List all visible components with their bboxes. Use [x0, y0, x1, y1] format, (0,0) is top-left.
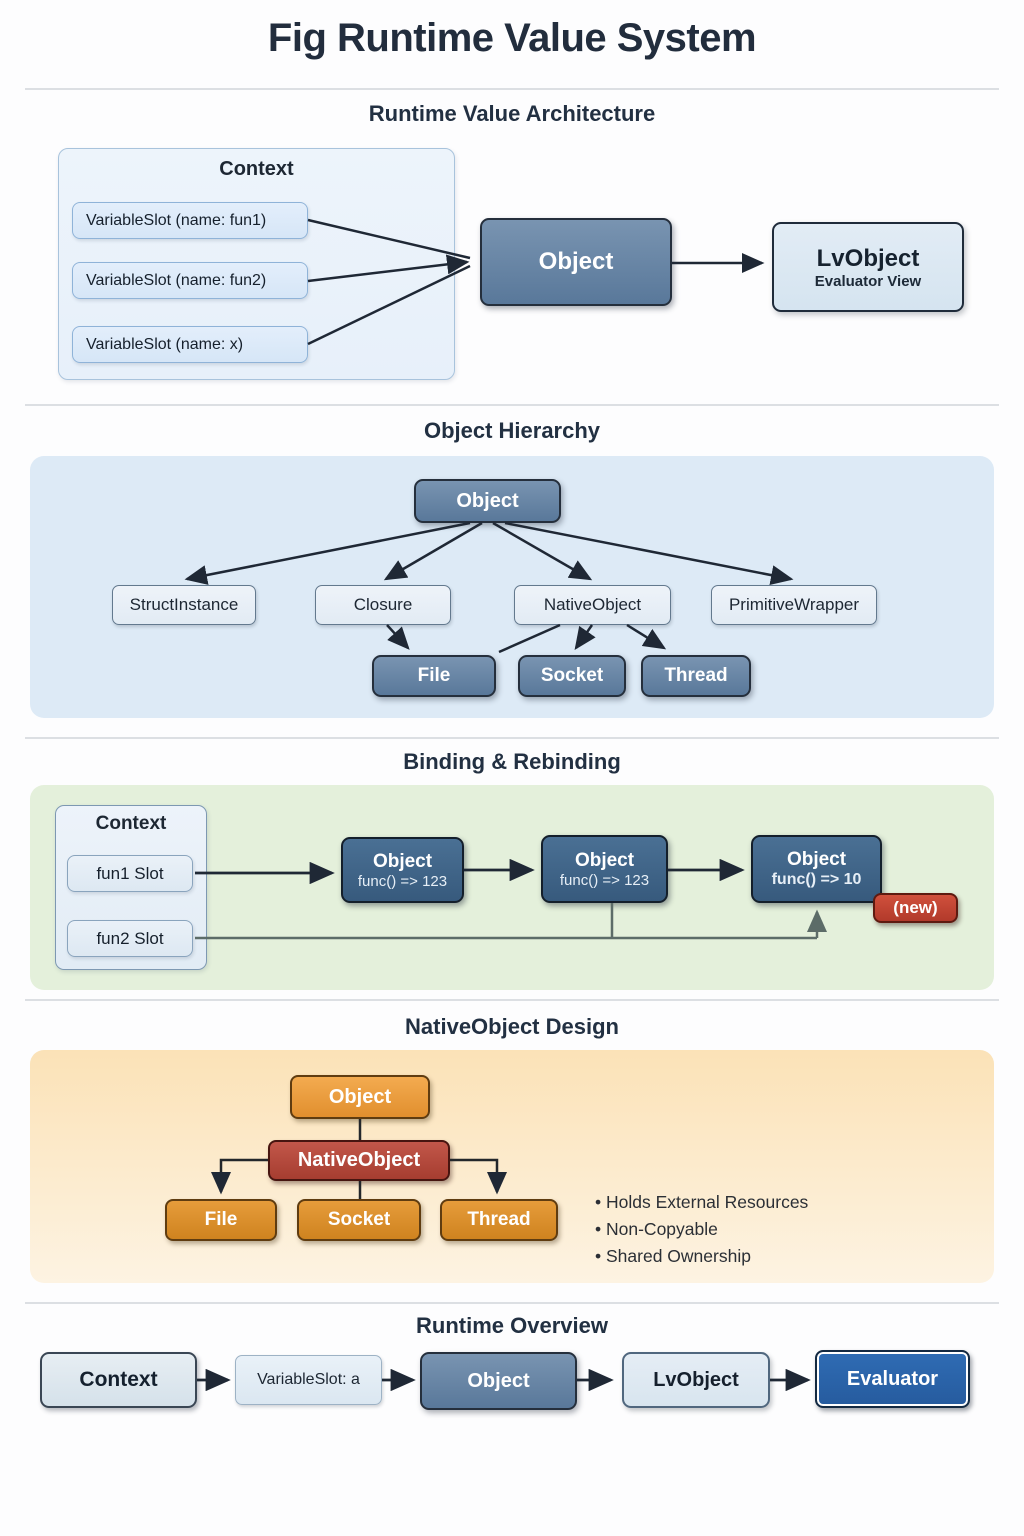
binding-context-title: Context — [95, 813, 167, 834]
design-socket-box: Socket — [297, 1199, 421, 1241]
hierarchy-root-object: Object — [414, 479, 561, 523]
section-divider — [25, 737, 999, 739]
node-file: File — [372, 655, 496, 697]
binding-object-2 — [541, 835, 668, 903]
native-design-panel — [30, 1050, 994, 1283]
node-primitivewrapper: PrimitiveWrapper — [711, 585, 877, 625]
lvobject-sublabel: Evaluator View — [814, 272, 922, 290]
node-nativeobject: NativeObject — [514, 585, 671, 625]
node-socket: Socket — [518, 655, 626, 697]
variable-slot: VariableSlot (name: fun2) — [72, 262, 308, 299]
node-structinstance: StructInstance — [112, 585, 256, 625]
binding-object-1-sub: func() => 123 — [357, 872, 448, 890]
design-bullet: • Shared Ownership — [595, 1246, 751, 1267]
binding-object-3-sub: func() => 10 — [771, 871, 862, 888]
section-heading-architecture: Runtime Value Architecture — [368, 101, 656, 126]
variable-slot: VariableSlot (name: fun1) — [72, 202, 308, 239]
page-title: Fig Runtime Value System — [267, 16, 757, 60]
object-box: Object — [480, 218, 672, 306]
section-heading-overview: Runtime Overview — [416, 1313, 608, 1338]
binding-object-1-title: Object — [372, 850, 433, 872]
design-thread-box: Thread — [440, 1199, 558, 1241]
overview-context: Context — [40, 1352, 197, 1408]
fun2-slot: fun2 Slot — [67, 920, 193, 957]
lvobject-box — [772, 222, 964, 312]
section-heading-native-design: NativeObject Design — [405, 1014, 619, 1039]
context-title: Context — [219, 158, 294, 180]
section-divider — [25, 1302, 999, 1304]
section-divider — [25, 88, 999, 90]
design-bullet: • Holds External Resources — [595, 1192, 808, 1213]
binding-object-2-title: Object — [574, 849, 635, 871]
overview-variableslot: VariableSlot: a — [235, 1355, 382, 1405]
design-object-box: Object — [290, 1075, 430, 1119]
lvobject-label: LvObject — [816, 244, 920, 272]
design-file-box: File — [165, 1199, 277, 1241]
section-heading-binding: Binding & Rebinding — [403, 749, 621, 774]
section-divider — [25, 999, 999, 1001]
overview-object: Object — [420, 1352, 577, 1410]
variable-slot: VariableSlot (name: x) — [72, 326, 308, 363]
binding-object-3-title: Object — [786, 849, 847, 870]
section-divider — [25, 404, 999, 406]
fun1-slot: fun1 Slot — [67, 855, 193, 892]
overview-lvobject: LvObject — [622, 1352, 770, 1408]
binding-object-2-sub: func() => 123 — [559, 871, 650, 889]
node-thread: Thread — [641, 655, 751, 697]
design-nativeobject-box: NativeObject — [268, 1140, 450, 1181]
new-badge: (new) — [873, 893, 958, 923]
binding-object-1 — [341, 837, 464, 903]
node-closure: Closure — [315, 585, 451, 625]
binding-object-3 — [751, 835, 882, 903]
section-heading-hierarchy: Object Hierarchy — [423, 418, 601, 443]
overview-evaluator: Evaluator — [815, 1350, 970, 1408]
design-bullet: • Non-Copyable — [595, 1219, 718, 1240]
